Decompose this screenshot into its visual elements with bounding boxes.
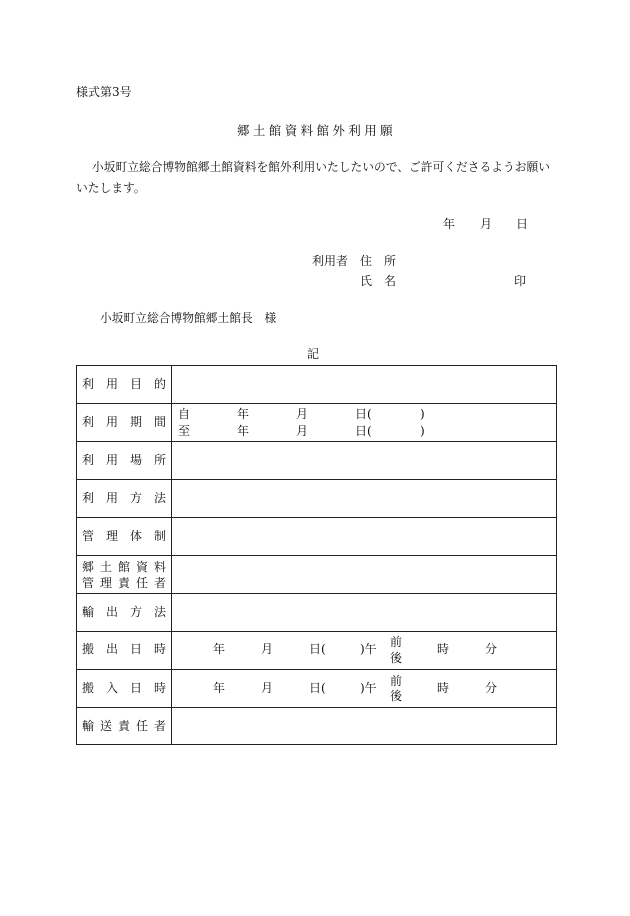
row-label	[82, 643, 166, 655]
name-label: 氏 名	[360, 274, 397, 288]
carry-out-value-cell	[172, 632, 556, 669]
table-row-purpose	[77, 366, 556, 404]
label-char: 間	[153, 415, 166, 429]
table-row-carry-in	[77, 670, 556, 708]
row-label-line-2	[82, 577, 166, 589]
carry-out-day: 日(	[309, 642, 326, 656]
period-from-close: )	[420, 407, 425, 421]
label-char: 者	[153, 719, 166, 733]
row-label-cell	[77, 518, 172, 555]
period-from-label: 自	[178, 407, 191, 421]
row-label	[82, 416, 166, 428]
label-char: 用	[105, 377, 118, 391]
carry-in-value-cell	[172, 670, 556, 707]
table-row-place	[77, 442, 556, 480]
carry-out-minute: 分	[485, 642, 498, 656]
label-char: 場	[129, 453, 142, 467]
row-label-cell	[77, 442, 172, 479]
label-char: 料	[153, 560, 166, 574]
label-char: 的	[153, 377, 166, 391]
label-char: 理	[99, 576, 112, 590]
transport-responsible-value-cell	[172, 708, 556, 744]
label-char: 期	[129, 415, 142, 429]
label-char: 任	[135, 719, 148, 733]
row-label	[82, 492, 166, 504]
label-char: 責	[117, 576, 130, 590]
period-to-day: 日(	[355, 424, 372, 438]
application-table	[76, 365, 557, 745]
row-label	[82, 454, 166, 466]
label-char: 利	[82, 415, 95, 429]
label-char: 任	[135, 576, 148, 590]
period-from-day: 日(	[355, 407, 372, 421]
date-month-label: 月	[480, 217, 493, 231]
carry-out-hour: 時	[437, 642, 450, 656]
period-to-month: 月	[296, 424, 309, 438]
label-char: 方	[129, 491, 142, 505]
date-day-label: 日	[516, 217, 529, 231]
label-char: 管	[82, 576, 95, 590]
label-char: 時	[153, 642, 166, 656]
row-label-cell	[77, 670, 172, 707]
row-label-cell	[77, 366, 172, 403]
carry-out-year: 年	[213, 642, 226, 656]
row-label-line-1	[82, 561, 166, 573]
period-value-cell	[172, 404, 556, 441]
row-label-cell	[77, 708, 172, 744]
table-row-management	[77, 518, 556, 556]
label-char: 搬	[82, 681, 95, 695]
row-label-cell	[77, 556, 172, 593]
method-value-cell	[172, 480, 556, 517]
label-char: 出	[105, 642, 118, 656]
label-char: 資	[135, 560, 148, 574]
form-number: 様式第3号	[76, 85, 132, 99]
label-char: 利	[82, 491, 95, 505]
label-char: 体	[129, 529, 142, 543]
table-row-transport-method	[77, 594, 556, 632]
table-row-transport-responsible	[77, 708, 556, 744]
label-char: 用	[105, 491, 118, 505]
label-char: 目	[129, 377, 142, 391]
purpose-value-cell	[172, 366, 556, 403]
table-row-responsible	[77, 556, 556, 594]
period-to-year: 年	[237, 424, 250, 438]
label-char: 送	[99, 719, 112, 733]
carry-in-month: 月	[261, 681, 274, 695]
carry-in-minute: 分	[485, 681, 498, 695]
label-char: 者	[153, 576, 166, 590]
document-title: 郷土館資料館外利用願	[237, 123, 397, 138]
label-char: 時	[153, 681, 166, 695]
carry-in-hour: 時	[437, 681, 450, 695]
carry-in-day: 日(	[309, 681, 326, 695]
carry-out-pm: 後	[390, 651, 403, 665]
label-char: 所	[153, 453, 166, 467]
row-label-cell	[77, 632, 172, 669]
label-char: 理	[105, 529, 118, 543]
row-label-cell	[77, 480, 172, 517]
row-label-cell	[77, 404, 172, 441]
row-label-cell	[77, 594, 172, 631]
label-char: 利	[82, 377, 95, 391]
label-char: 法	[153, 491, 166, 505]
address-label: 住 所	[360, 254, 397, 268]
label-char: 責	[117, 719, 130, 733]
body-text-line-2: いたします。	[76, 181, 146, 195]
label-char: 輸	[82, 719, 95, 733]
table-row-carry-out	[77, 632, 556, 670]
label-char: 入	[105, 681, 118, 695]
carry-out-am: 前	[390, 635, 403, 649]
carry-out-month: 月	[261, 642, 274, 656]
date-year-label: 年	[443, 217, 456, 231]
body-text-line-1: 小坂町立総合博物館郷土館資料を館外利用いたしたいので、ご許可くださるようお願い	[92, 160, 551, 174]
row-label	[82, 606, 166, 618]
period-to-close: )	[420, 424, 425, 438]
label-char: 土	[99, 560, 112, 574]
label-char: 郷	[82, 560, 95, 574]
period-to-label: 至	[178, 424, 191, 438]
place-value-cell	[172, 442, 556, 479]
row-label	[82, 682, 166, 694]
label-char: 輸	[82, 605, 95, 619]
label-char: 出	[105, 605, 118, 619]
row-label	[82, 720, 166, 732]
seal-mark: 印	[514, 274, 527, 288]
label-char: 制	[153, 529, 166, 543]
label-char: 用	[105, 415, 118, 429]
label-char: 館	[117, 560, 130, 574]
responsible-value-cell	[172, 556, 556, 593]
table-row-period	[77, 404, 556, 442]
applicant-label: 利用者	[312, 254, 349, 268]
label-char: 法	[153, 605, 166, 619]
label-char: 利	[82, 453, 95, 467]
label-char: 日	[129, 681, 142, 695]
row-label	[82, 378, 166, 390]
label-char: 搬	[82, 642, 95, 656]
management-value-cell	[172, 518, 556, 555]
label-char: 方	[129, 605, 142, 619]
row-label	[82, 530, 166, 542]
label-char: 管	[82, 529, 95, 543]
label-char: 用	[105, 453, 118, 467]
transport-method-value-cell	[172, 594, 556, 631]
carry-in-year: 年	[213, 681, 226, 695]
carry-out-noon: )午	[360, 642, 377, 656]
addressee: 小坂町立総合博物館郷土館長 様	[100, 311, 277, 325]
carry-in-noon: )午	[360, 681, 377, 695]
carry-in-pm: 後	[390, 689, 403, 703]
period-from-month: 月	[296, 407, 309, 421]
carry-in-am: 前	[390, 674, 403, 688]
record-heading: 記	[307, 347, 320, 361]
label-char: 日	[129, 642, 142, 656]
period-from-year: 年	[237, 407, 250, 421]
table-row-method	[77, 480, 556, 518]
